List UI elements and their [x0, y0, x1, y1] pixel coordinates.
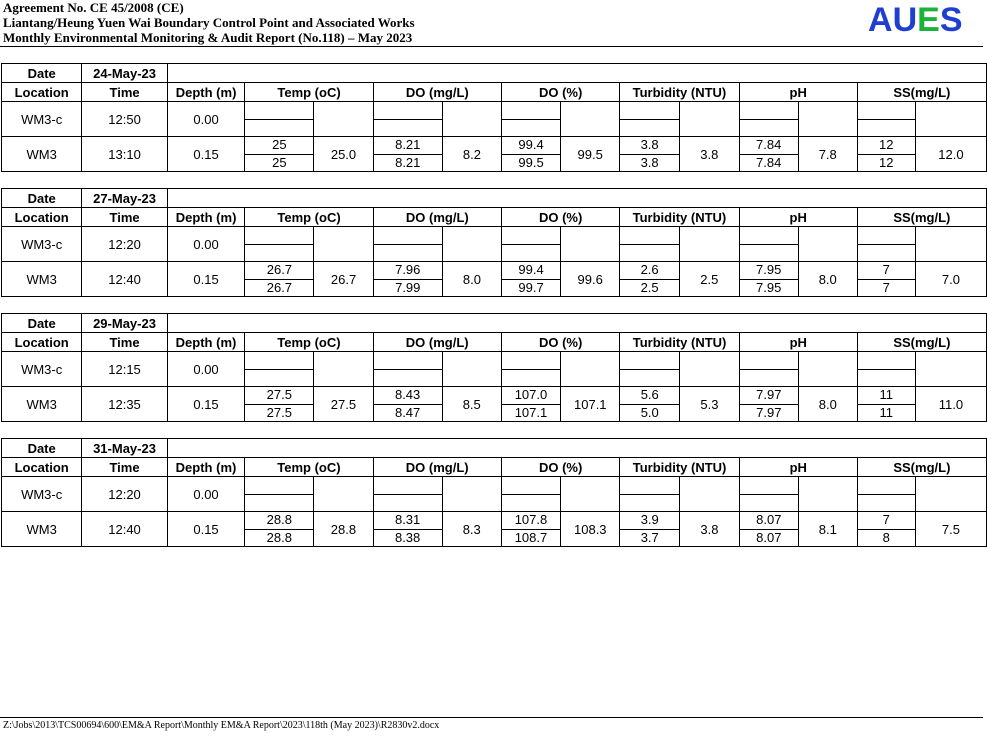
do-pct-average: 99.6: [561, 262, 620, 297]
date-value: 27-May-23: [82, 189, 167, 208]
temp-readings: [245, 137, 314, 172]
date-value: 24-May-23: [82, 64, 167, 83]
turbidity-readings: [620, 227, 680, 262]
date-row-blank: [167, 189, 986, 208]
turbidity-average: [680, 352, 740, 387]
do-mgl-readings: [373, 137, 442, 172]
temp-readings-reading-1: 28.8: [245, 512, 313, 530]
ss-average: [915, 477, 986, 512]
do-pct-readings-empty: [502, 352, 560, 370]
ph-header: pH: [739, 208, 857, 227]
ph-readings-reading-2: 7.97: [756, 404, 782, 420]
ph-average: 8.0: [798, 262, 857, 297]
location-cell: WM3-c: [2, 227, 82, 262]
location-header: Location: [2, 83, 82, 102]
do-mgl-header: DO (mg/L): [373, 208, 501, 227]
turbidity-readings-reading-1: 5.6: [620, 387, 679, 405]
table-row: [2, 262, 987, 297]
date-row-blank: [167, 64, 986, 83]
ph-readings-empty: [740, 120, 798, 137]
date-value: 31-May-23: [82, 439, 167, 458]
location-cell: WM3: [2, 512, 82, 547]
do-pct-average: [561, 102, 620, 137]
time-cell: 12:20: [82, 477, 167, 512]
ss-readings-empty: [858, 370, 915, 387]
ph-header: pH: [739, 333, 857, 352]
do-mgl-readings: [373, 512, 442, 547]
agreement-line: Agreement No. CE 45/2008 (CE): [3, 0, 184, 15]
logo-letter: U: [892, 1, 918, 39]
turbidity-average: 5.3: [680, 387, 740, 422]
do-mgl-readings-empty: [374, 120, 442, 137]
turbidity-readings: [620, 387, 680, 422]
do-mgl-readings-empty: [374, 477, 442, 495]
do-mgl-readings-reading-2: 8.21: [395, 154, 421, 170]
date-row-blank: [167, 439, 986, 458]
turbidity-readings-empty: [620, 495, 679, 512]
turbidity-header: Turbidity (NTU): [620, 333, 739, 352]
ss-readings-empty: [858, 352, 915, 370]
ph-average: 8.0: [798, 387, 857, 422]
do-mgl-readings: [373, 102, 442, 137]
do-mgl-readings: [373, 227, 442, 262]
project-line: Liantang/Heung Yuen Wai Boundary Control Point and Associated Works: [3, 15, 415, 30]
ph-readings: [739, 512, 798, 547]
location-cell: WM3: [2, 387, 82, 422]
temp-readings: [245, 477, 314, 512]
do-mgl-average: 8.0: [442, 262, 501, 297]
table-row: [2, 352, 987, 387]
logo-letter: A: [868, 1, 893, 39]
do-mgl-readings-empty: [374, 495, 442, 512]
ph-average: [798, 477, 857, 512]
ss-readings-reading-1: 7: [858, 512, 915, 530]
do-mgl-readings-empty: [374, 370, 442, 387]
turbidity-average: 3.8: [679, 137, 739, 172]
date-value: 29-May-23: [82, 314, 167, 333]
ph-readings-empty: [740, 495, 798, 512]
ph-average: [798, 102, 857, 137]
time-cell: 12:35: [82, 387, 167, 422]
ph-readings-empty: [740, 227, 798, 245]
do-pct-readings-empty: [502, 245, 560, 262]
temp-readings-reading-2: 26.7: [266, 279, 293, 295]
depth-header: Depth (m): [167, 333, 245, 352]
temp-readings-empty: [245, 370, 313, 387]
time-header: Time: [82, 458, 167, 477]
temp-readings-empty: [245, 227, 313, 245]
table-row: [2, 512, 987, 547]
temp-average: [314, 102, 373, 137]
do-pct-readings-empty: [502, 477, 560, 495]
time-cell: 12:15: [82, 352, 167, 387]
turbidity-readings-empty: [620, 227, 679, 245]
ph-header: pH: [739, 458, 857, 477]
temp-average: [314, 352, 373, 387]
do-pct-readings-reading-1: 107.8: [502, 512, 560, 530]
date-label: Date: [2, 439, 82, 458]
temp-header: Temp (oC): [245, 208, 373, 227]
temp-readings: [245, 262, 314, 297]
do-mgl-average: [442, 352, 501, 387]
do-mgl-header: DO (mg/L): [373, 458, 501, 477]
date-label: Date: [2, 64, 82, 83]
temp-average: 27.5: [314, 387, 373, 422]
do-mgl-average: [442, 477, 501, 512]
turbidity-average: [679, 102, 739, 137]
ph-average: [798, 352, 857, 387]
footer-divider: [0, 717, 983, 718]
temp-average: 28.8: [314, 512, 373, 547]
ph-readings: [739, 262, 798, 297]
ph-readings: [739, 137, 798, 172]
file-path: Z:\Jobs\2013\TCS00694\600\EM&A Report\Monthly EM&A Report\2023\118th (May 2023)\R2830v2.docx: [3, 720, 440, 731]
do-pct-readings: [502, 262, 561, 297]
do-pct-readings-reading-1: 107.0: [502, 387, 560, 405]
turbidity-readings-reading-2: 3.8: [640, 154, 659, 170]
location-cell: WM3: [2, 137, 82, 172]
ss-readings-reading-1: 12: [858, 137, 915, 155]
ss-average: 7.0: [915, 262, 986, 297]
do-mgl-header: DO (mg/L): [373, 83, 501, 102]
turbidity-header: Turbidity (NTU): [620, 458, 739, 477]
location-header: Location: [2, 333, 82, 352]
temp-readings-empty: [245, 120, 313, 137]
temp-readings-reading-2: 25: [272, 154, 287, 170]
do-pct-header: DO (%): [501, 333, 620, 352]
time-cell: 12:50: [82, 102, 167, 137]
turbidity-average: [680, 477, 740, 512]
header-divider: [0, 46, 983, 47]
do-mgl-readings-reading-1: 8.31: [374, 512, 442, 530]
report-header: [3, 0, 415, 45]
do-pct-average: [561, 477, 620, 512]
turbidity-average: [679, 227, 739, 262]
do-mgl-readings-empty: [374, 352, 442, 370]
time-header: Time: [82, 208, 167, 227]
ss-readings: [857, 352, 915, 387]
depth-header: Depth (m): [167, 83, 245, 102]
time-cell: 12:40: [82, 262, 167, 297]
do-pct-readings-empty: [502, 370, 560, 387]
do-pct-readings-reading-1: 99.4: [502, 137, 560, 155]
ph-readings-empty: [740, 245, 798, 262]
do-mgl-readings-empty: [374, 227, 442, 245]
ss-readings-empty: [858, 227, 915, 245]
ss-average: [915, 227, 986, 262]
time-cell: 12:20: [82, 227, 167, 262]
depth-header: Depth (m): [167, 208, 245, 227]
turbidity-readings: [620, 102, 680, 137]
ph-readings: [739, 102, 798, 137]
turbidity-readings-reading-1: 3.8: [620, 137, 679, 155]
turbidity-average: 2.5: [679, 262, 739, 297]
temp-readings-empty: [245, 477, 313, 495]
date-row-blank: [167, 314, 986, 333]
ss-readings: [857, 477, 915, 512]
location-cell: WM3-c: [2, 352, 82, 387]
ph-average: 7.8: [798, 137, 857, 172]
turbidity-readings-reading-2: 3.7: [640, 529, 659, 545]
ph-readings-reading-2: 7.84: [756, 154, 782, 170]
ph-readings-reading-1: 7.95: [740, 262, 798, 280]
ss-readings: [857, 512, 915, 547]
depth-cell: 0.15: [167, 262, 245, 297]
ph-readings: [739, 227, 798, 262]
ss-readings-empty: [858, 245, 915, 262]
monitoring-table: [1, 313, 987, 422]
ss-readings-reading-2: 12: [879, 154, 894, 170]
do-pct-average: [561, 352, 620, 387]
do-mgl-average: [442, 102, 501, 137]
table-row: [2, 227, 987, 262]
depth-cell: 0.00: [167, 227, 245, 262]
do-mgl-readings-reading-2: 7.99: [395, 279, 421, 295]
ss-readings: [857, 137, 915, 172]
ss-readings-reading-2: 7: [882, 279, 890, 295]
turbidity-readings-empty: [620, 120, 679, 137]
do-mgl-average: [442, 227, 501, 262]
ss-readings-empty: [858, 120, 915, 137]
turbidity-readings: [620, 137, 680, 172]
do-pct-readings-reading-2: 99.7: [518, 279, 544, 295]
depth-cell: 0.15: [167, 137, 245, 172]
time-cell: 12:40: [82, 512, 167, 547]
temp-header: Temp (oC): [245, 83, 373, 102]
depth-cell: 0.00: [167, 352, 245, 387]
ph-readings-reading-1: 7.97: [740, 387, 798, 405]
ss-readings-reading-2: 8: [882, 529, 890, 545]
temp-readings-reading-2: 27.5: [266, 404, 292, 420]
ss-average: 12.0: [915, 137, 986, 172]
ss-average: 11.0: [915, 387, 986, 422]
do-mgl-average: 8.2: [442, 137, 501, 172]
ss-readings-empty: [858, 495, 915, 512]
do-pct-readings-reading-2: 107.1: [514, 404, 548, 420]
monitoring-table: [1, 63, 987, 172]
turbidity-header: Turbidity (NTU): [620, 208, 739, 227]
ss-header: SS(mg/L): [857, 333, 986, 352]
do-pct-readings-reading-1: 99.4: [502, 262, 560, 280]
turbidity-readings-empty: [620, 245, 679, 262]
table-row: [2, 137, 987, 172]
ss-readings: [857, 387, 915, 422]
temp-average: [314, 227, 373, 262]
temp-readings: [245, 102, 314, 137]
ss-readings-empty: [858, 102, 915, 120]
temp-readings: [245, 387, 314, 422]
do-pct-readings: [501, 512, 560, 547]
ph-readings-reading-2: 8.07: [756, 529, 782, 545]
turbidity-readings-empty: [620, 352, 679, 370]
do-pct-average: 108.3: [561, 512, 620, 547]
do-pct-average: 99.5: [561, 137, 620, 172]
monitoring-table: [1, 188, 987, 297]
do-pct-readings-empty: [502, 102, 560, 120]
temp-readings-empty: [245, 495, 313, 512]
time-cell: 13:10: [82, 137, 167, 172]
ph-average: [798, 227, 857, 262]
do-mgl-header: DO (mg/L): [373, 333, 501, 352]
do-pct-header: DO (%): [501, 458, 620, 477]
aues-logo: [868, 0, 963, 40]
temp-readings-reading-1: 27.5: [245, 387, 313, 405]
ph-readings-empty: [740, 477, 798, 495]
ph-readings-empty: [740, 352, 798, 370]
do-pct-readings: [501, 387, 560, 422]
ph-readings-reading-2: 7.95: [756, 279, 782, 295]
turbidity-readings-reading-1: 3.9: [620, 512, 679, 530]
temp-average: 26.7: [314, 262, 373, 297]
location-cell: WM3-c: [2, 102, 82, 137]
temp-readings: [245, 512, 314, 547]
do-mgl-average: 8.3: [442, 512, 501, 547]
ss-readings: [857, 102, 915, 137]
temp-readings-empty: [245, 102, 313, 120]
ph-header: pH: [739, 83, 857, 102]
report-title-line: Monthly Environmental Monitoring & Audit Report (No.118) – May 2023: [3, 30, 413, 45]
depth-cell: 0.15: [167, 387, 245, 422]
ss-readings-reading-2: 11: [879, 404, 894, 420]
temp-readings: [245, 227, 314, 262]
do-mgl-readings-reading-2: 8.47: [394, 404, 421, 420]
temp-header: Temp (oC): [245, 333, 373, 352]
date-label: Date: [2, 189, 82, 208]
ph-readings: [739, 477, 798, 512]
turbidity-readings: [620, 352, 680, 387]
temp-header: Temp (oC): [245, 458, 373, 477]
do-pct-readings-reading-2: 108.7: [514, 529, 548, 545]
do-mgl-readings-reading-2: 8.38: [394, 529, 421, 545]
ss-readings: [857, 227, 915, 262]
location-cell: WM3-c: [2, 477, 82, 512]
do-pct-average: 107.1: [561, 387, 620, 422]
table-row: [2, 387, 987, 422]
ss-readings-reading-1: 7: [858, 262, 915, 280]
temp-readings-reading-1: 25: [245, 137, 313, 155]
depth-header: Depth (m): [167, 458, 245, 477]
do-pct-readings: [502, 227, 561, 262]
do-mgl-readings: [373, 352, 442, 387]
temp-readings-reading-2: 28.8: [266, 529, 292, 545]
ph-readings-reading-1: 8.07: [740, 512, 798, 530]
temp-average: 25.0: [314, 137, 373, 172]
turbidity-header: Turbidity (NTU): [620, 83, 739, 102]
table-row: [2, 477, 987, 512]
turbidity-readings: [620, 262, 680, 297]
do-mgl-average: 8.5: [442, 387, 501, 422]
do-pct-readings-reading-2: 99.5: [518, 154, 544, 170]
monitoring-table: [1, 438, 987, 547]
temp-average: [314, 477, 373, 512]
time-header: Time: [82, 83, 167, 102]
location-cell: WM3: [2, 262, 82, 297]
do-pct-readings: [501, 352, 560, 387]
ss-header: SS(mg/L): [857, 83, 986, 102]
do-mgl-readings: [373, 387, 442, 422]
do-mgl-readings-reading-1: 8.21: [374, 137, 442, 155]
depth-cell: 0.15: [167, 512, 245, 547]
do-mgl-readings-reading-1: 7.96: [374, 262, 442, 280]
ss-readings-empty: [858, 477, 915, 495]
ph-readings-empty: [740, 370, 798, 387]
do-pct-readings-empty: [502, 120, 560, 137]
turbidity-readings-empty: [620, 370, 679, 387]
ss-average: 7.5: [915, 512, 986, 547]
table-row: [2, 102, 987, 137]
do-pct-header: DO (%): [502, 208, 620, 227]
turbidity-readings-reading-2: 5.0: [640, 404, 659, 420]
date-label: Date: [2, 314, 82, 333]
turbidity-readings-reading-2: 2.5: [640, 279, 659, 295]
ss-header: SS(mg/L): [857, 458, 986, 477]
ss-header: SS(mg/L): [857, 208, 986, 227]
do-pct-header: DO (%): [502, 83, 620, 102]
do-pct-readings-empty: [502, 227, 560, 245]
temp-readings-empty: [245, 245, 313, 262]
temp-readings-empty: [245, 352, 313, 370]
turbidity-readings: [620, 512, 680, 547]
turbidity-readings-empty: [620, 102, 679, 120]
turbidity-average: 3.8: [680, 512, 740, 547]
ph-average: 8.1: [798, 512, 857, 547]
do-pct-readings: [502, 102, 561, 137]
turbidity-readings: [620, 477, 680, 512]
do-pct-readings: [501, 477, 560, 512]
temp-readings: [245, 352, 314, 387]
ss-average: [915, 102, 986, 137]
depth-cell: 0.00: [167, 477, 245, 512]
ss-readings: [857, 262, 915, 297]
ph-readings-empty: [740, 102, 798, 120]
do-mgl-readings-reading-1: 8.43: [374, 387, 442, 405]
do-mgl-readings: [373, 477, 442, 512]
ss-readings-reading-1: 11: [858, 387, 915, 405]
do-mgl-readings: [373, 262, 442, 297]
time-header: Time: [82, 333, 167, 352]
ph-readings: [739, 352, 798, 387]
do-pct-average: [561, 227, 620, 262]
do-pct-readings-empty: [502, 495, 560, 512]
logo-letter: E: [917, 1, 940, 39]
depth-cell: 0.00: [167, 102, 245, 137]
location-header: Location: [2, 208, 82, 227]
turbidity-readings-reading-1: 2.6: [620, 262, 679, 280]
ss-average: [915, 352, 986, 387]
do-mgl-readings-empty: [374, 245, 442, 262]
ph-readings: [739, 387, 798, 422]
location-header: Location: [2, 458, 82, 477]
ph-readings-reading-1: 7.84: [740, 137, 798, 155]
do-pct-readings: [502, 137, 561, 172]
logo-letter: S: [939, 1, 963, 39]
turbidity-readings-empty: [620, 477, 679, 495]
do-mgl-readings-empty: [374, 102, 442, 120]
temp-readings-reading-1: 26.7: [245, 262, 313, 280]
